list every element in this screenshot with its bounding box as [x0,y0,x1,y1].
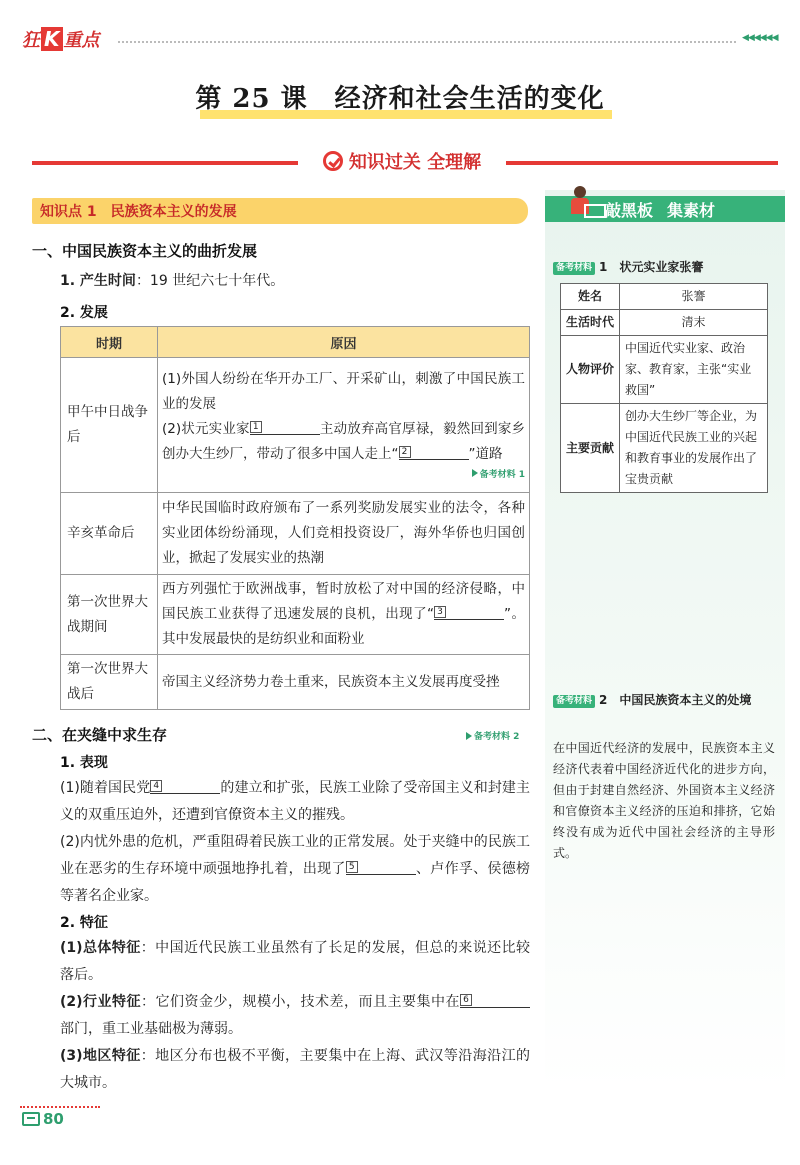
fill-blank[interactable]: 5 [346,860,416,875]
material-1-table [560,283,768,493]
book-icon [22,1112,40,1126]
col-period-header: 时期 [61,327,158,358]
part2-heading: 二、在夹缝中求生存 [32,726,168,744]
table-row [561,310,768,336]
check-circle-icon [323,151,343,171]
reason-text: (2)状元实业家 1 主动放弃高官厚禄，毅然回到家乡创办大生纱厂，带动了很多中国人走上“ 2 ”道路 [162,421,526,462]
paragraph: (2)行业特征：它们资金少，规模小，技术差，而且主要集中在 6 部门，重工业基础极为薄弱。 [60,989,530,1043]
section-header-label: 知识过关 全理解 [348,152,482,173]
reason-cell [158,358,530,493]
sidebar-header-b: 集素材 [667,200,716,220]
reason-cell: 中华民国临时政府颁布了一系列奖励发展实业的法令，各种实业团体纷纷涌现，人们竞相投资设厂，海外华侨也归国创业，掀起了发展实业的热潮 [158,493,530,575]
blackboard-icon [584,204,606,218]
table-row [561,284,768,310]
row-value: 中国近代实业家、政治家、教育家，主张“实业救国” [620,336,768,404]
fill-blank[interactable]: 1 [250,420,320,435]
brand-logo: 狂 K 重点 [22,27,100,51]
period-cell: 第一次世界大战后 [61,655,158,710]
section-rule-right [506,161,778,165]
knowledge-point-header [32,198,528,224]
paragraph: (1)总体特征：中国近代民族工业虽然有了长足的发展，但总的来说还比较落后。 [60,940,531,983]
table-row [61,358,530,493]
development-label: 2. 发展 [60,305,108,321]
paragraph: (3)地区特征：地区分布也极不平衡，主要集中在上海、武汉等沿海沿江的大城市。 [60,1048,531,1091]
origin-time-label: 1. 产生时间 [60,273,136,289]
page-number [22,1110,64,1128]
sidebar-header-a: 敲黑板 [605,200,654,220]
section-rule-left [32,161,298,165]
reference-link[interactable]: 备考材料 2 [466,729,519,742]
row-value: 张謇 [620,284,768,310]
knowledge-point-title: 民族资本主义的发展 [110,204,237,220]
fill-blank[interactable]: 3 [434,605,504,620]
table-row [561,336,768,404]
reason-cell: 帝国主义经济势力卷土重来，民族资本主义发展再度受挫 [158,655,530,710]
top-divider [118,41,736,43]
fill-blank[interactable]: 2 [399,445,469,460]
knowledge-point-label: 知识点 1 [40,204,97,220]
table-row [61,655,530,710]
table-row [561,404,768,493]
development-table [60,326,530,710]
page-number-rule [20,1106,100,1108]
paragraph: (2)内忧外患的危机，严重阻碍着民族工业的正常发展。处于夹缝中的民族工业在恶劣的生存环境中顽强地挣扎着，出现了 5 、卢作孚、侯德榜等著名企业家。 [60,834,531,904]
reference-link[interactable]: 备考材料 1 [162,467,525,483]
row-key: 姓名 [561,284,620,310]
table-row [61,575,530,655]
material-2-title: 备考材料 2 中国民族资本主义的处境 [553,690,775,711]
part1-heading: 一、中国民族资本主义的曲折发展 [32,242,258,260]
paragraph: (1)随着国民党 4 的建立和扩张，民族工业除了受帝国主义和封建主义的双重压迫外，还遭到官僚资本主义的摧残。 [60,780,530,823]
material-1-title: 备考材料 1 状元实业家张謇 [553,258,703,275]
row-key: 主要贡献 [561,404,620,493]
material-2-text: 在中国近代经济的发展中，民族资本主义经济代表着中国经济近代化的进步方向，但由于封建自然经济、外国资本主义经济和官僚资本主义经济的压迫和排挤，它始终没有成为近代中国社会经济的主导形式。 [553,741,775,860]
fill-blank[interactable]: 6 [460,993,530,1008]
lesson-title: 第 25 课 经济和社会生活的变化 [195,84,605,114]
origin-time [60,268,530,295]
reason-cell: 西方列强忙于欧洲战事，暂时放松了对中国的经济侵略，中国民族工业获得了迅速发展的良机，出现了“ 3 ”。其中发展最快的是纺织业和面粉业 [158,575,530,655]
row-key: 生活时代 [561,310,620,336]
reason-text: (1)外国人纷纷在华开办工厂、开采矿山，刺激了中国民族工业的发展 [162,371,525,412]
period-cell: 第一次世界大战期间 [61,575,158,655]
features-label: 2. 特征 [60,915,108,931]
period-cell: 辛亥革命后 [61,493,158,575]
row-value: 清末 [620,310,768,336]
row-key: 人物评价 [561,336,620,404]
col-reason-header: 原因 [158,327,530,358]
row-value: 创办大生纱厂等企业，为中国近代民族工业的兴起和教育事业的发展作出了宝贵贡献 [620,404,768,493]
table-row [61,493,530,575]
period-cell: 甲午中日战争后 [61,358,158,493]
section-header [298,147,506,175]
page-number-text: 80 [43,1110,64,1128]
origin-time-text: ：19 世纪六七十年代。 [135,273,285,289]
fill-blank[interactable]: 4 [150,779,220,794]
manifestation-label: 1. 表现 [60,755,108,771]
arrow-decoration-icon: ◀◀◀◀◀◀ [742,33,778,43]
